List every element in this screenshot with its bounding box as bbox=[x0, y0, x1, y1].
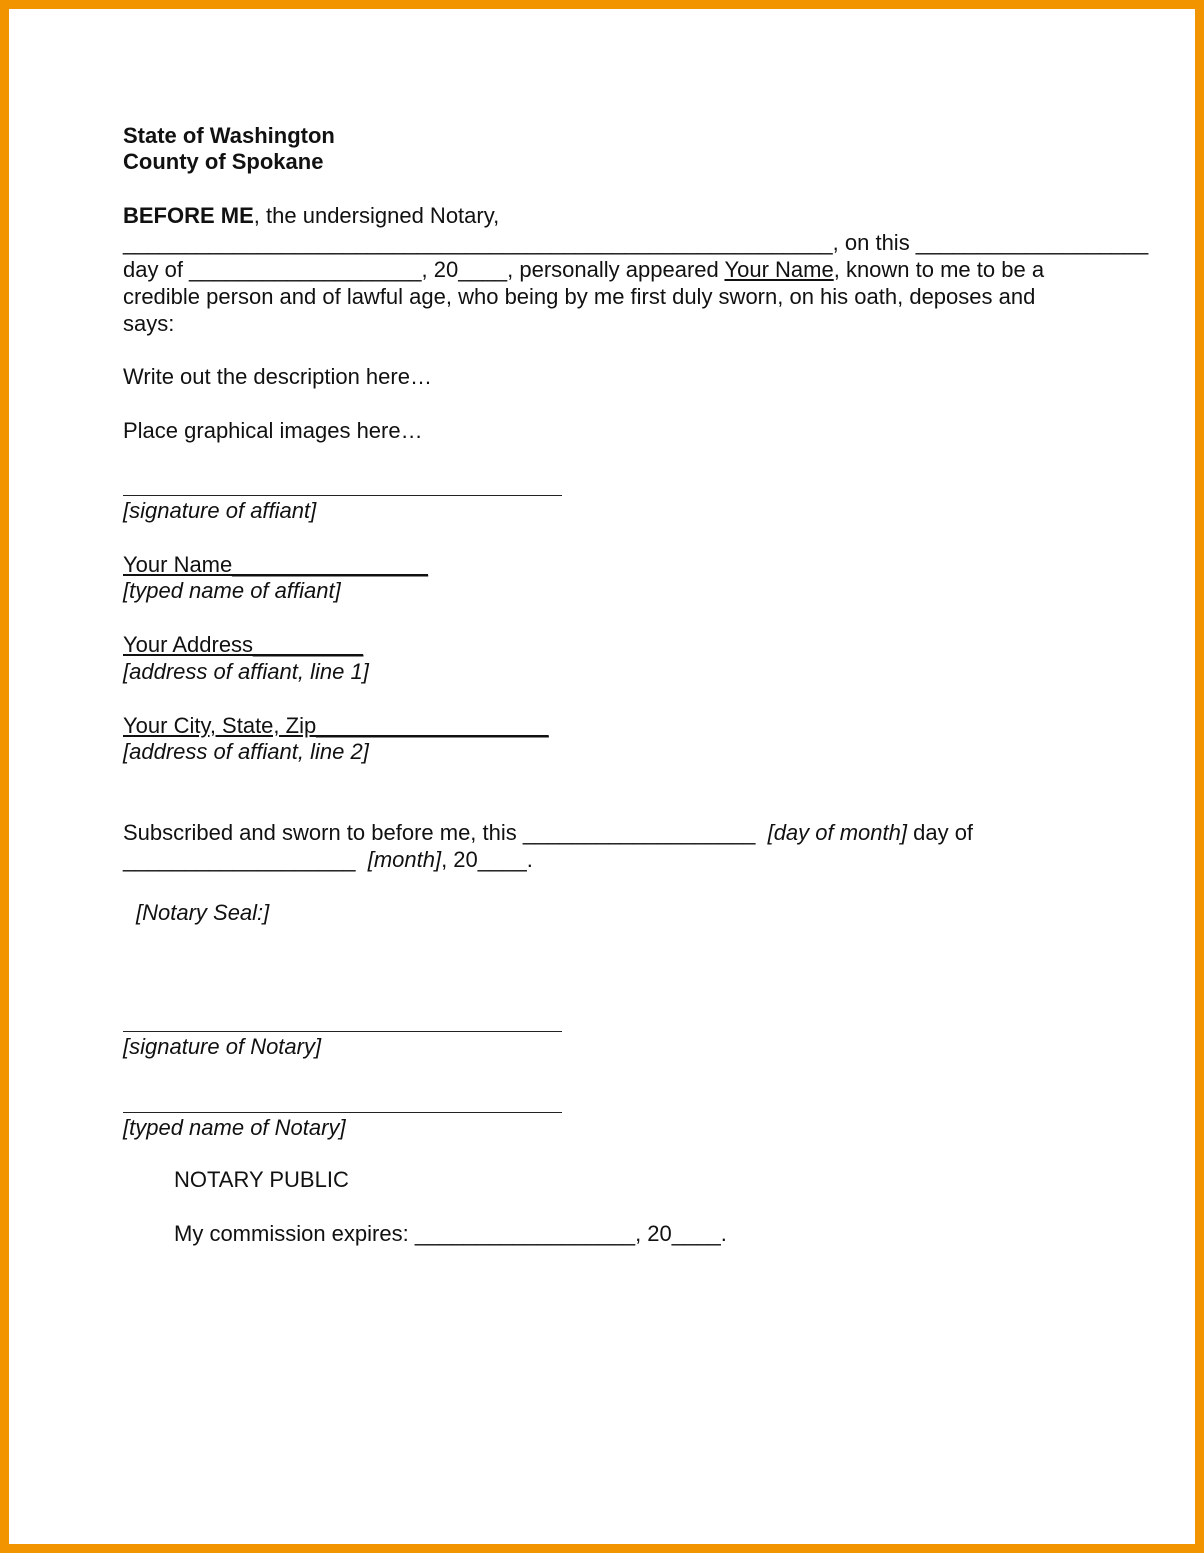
affiant-city-field: Your City, State, Zip___________________ bbox=[123, 713, 549, 738]
before-me-text: BEFORE ME bbox=[123, 203, 254, 228]
affiant-signature-caption: [signature of affiant] bbox=[123, 498, 317, 523]
jurat-line-1 bbox=[123, 820, 973, 846]
intro-line-4: credible person and of lawful age, who being by me first duly sworn, on his oath, deposes and bbox=[123, 284, 1036, 309]
jurat-line-1-end: day of bbox=[907, 820, 974, 845]
jurat-line-2 bbox=[123, 847, 533, 873]
state-heading: State of Washington bbox=[123, 123, 335, 148]
affiant-address-caption: [address of affiant, line 1] bbox=[123, 659, 369, 684]
jurat-line-2-end: , 20____. bbox=[441, 847, 533, 872]
affiant-signature-line bbox=[123, 495, 562, 496]
affiant-address-field: Your Address_________ bbox=[123, 632, 364, 657]
intro-line-2: __________________________________________________________, on this ___________________ bbox=[123, 230, 1149, 255]
jurat-line-1-start: Subscribed and sworn to before me, this ___________________ bbox=[123, 820, 768, 845]
notary-public-title: NOTARY PUBLIC bbox=[174, 1167, 349, 1192]
notary-typed-name-line bbox=[123, 1112, 562, 1113]
description-placeholder: Write out the description here… bbox=[123, 364, 432, 389]
month-caption: [month] bbox=[367, 847, 442, 872]
jurat-line-2-start: ___________________ bbox=[123, 847, 368, 872]
county-heading: County of Spokane bbox=[123, 149, 324, 174]
affiant-name-caption: [typed name of affiant] bbox=[123, 578, 341, 603]
notary-signature-caption: [signature of Notary] bbox=[123, 1034, 322, 1059]
intro-line-3-start: day of ___________________, 20____, personally appeared bbox=[123, 257, 725, 282]
notary-typed-name-caption: [typed name of Notary] bbox=[123, 1115, 346, 1140]
commission-expiry: My commission expires: __________________, 20____. bbox=[174, 1221, 727, 1246]
intro-line-3-end: , known to me to be a bbox=[833, 257, 1045, 282]
affiant-name-field: Your Name________________ bbox=[123, 552, 429, 577]
intro-line-1-rest: , the undersigned Notary, bbox=[253, 203, 500, 228]
intro-line-5: says: bbox=[123, 311, 175, 336]
intro-line-3 bbox=[123, 257, 1044, 283]
notary-signature-line bbox=[123, 1031, 562, 1032]
images-placeholder: Place graphical images here… bbox=[123, 418, 423, 443]
affiant-city-caption: [address of affiant, line 2] bbox=[123, 739, 369, 764]
affiant-name-inline: Your Name bbox=[724, 257, 834, 282]
notary-seal-placeholder: [Notary Seal:] bbox=[136, 900, 270, 925]
day-of-month-caption: [day of month] bbox=[767, 820, 907, 845]
intro-line-1 bbox=[123, 203, 499, 229]
